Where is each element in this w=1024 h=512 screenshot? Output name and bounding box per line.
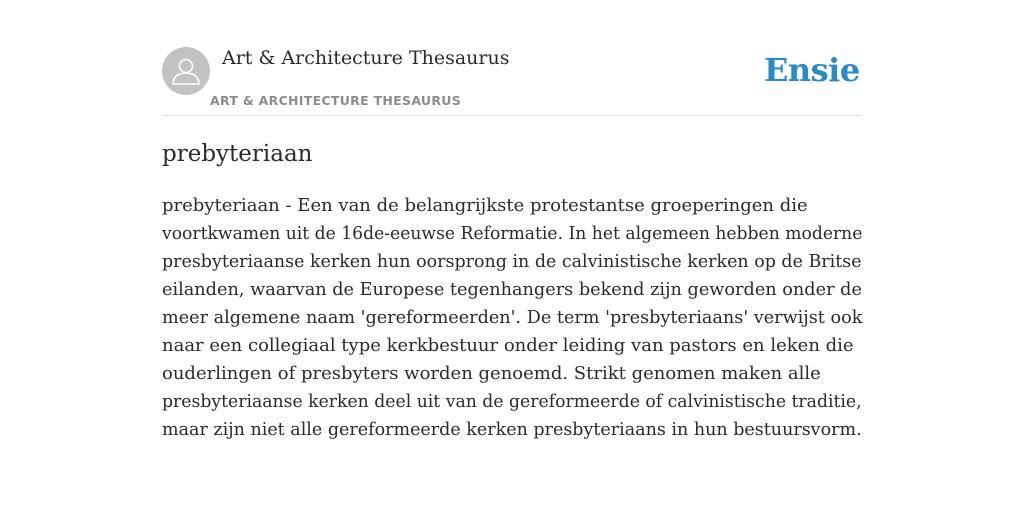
definition-line: meer algemene naam 'gereformeerden'. De term 'presbyteriaans' verwijst ook	[162, 307, 863, 328]
header-divider	[162, 115, 862, 116]
definition-line: presbyteriaanse kerken hun oorsprong in de calvinistische kerken op de Britse	[162, 251, 862, 272]
definition-line: ouderlingen of presbyters worden genoemd. Strikt genomen maken alle	[162, 363, 821, 384]
page-title: prebyteriaan	[162, 141, 313, 167]
definition-line: prebyteriaan - Een van de belangrijkste protestantse groeperingen die	[162, 195, 808, 216]
definition-line: eilanden, waarvan de Europese tegenhangers bekend zijn geworden onder de	[162, 279, 862, 300]
definition-line: naar een collegiaal type kerkbestuur onder leiding van pastors en leken die	[162, 335, 854, 356]
definition-text	[162, 192, 862, 444]
definition-line: voortkwamen uit de 16de-eeuwse Reformatie. In het algemeen hebben moderne	[162, 223, 863, 244]
definition-line: maar zijn niet alle gereformeerde kerken presbyteriaans in hun bestuursvorm.	[162, 419, 862, 440]
user-avatar-icon	[162, 47, 210, 95]
avatar[interactable]	[162, 47, 210, 95]
source-title[interactable]: Art & Architecture Thesaurus	[222, 47, 510, 69]
brand-logo[interactable]: Ensie	[764, 51, 860, 89]
source-subtitle: ART & ARCHITECTURE THESAURUS	[210, 93, 462, 108]
definition-line: presbyteriaanse kerken deel uit van de gereformeerde of calvinistische traditie,	[162, 391, 862, 412]
